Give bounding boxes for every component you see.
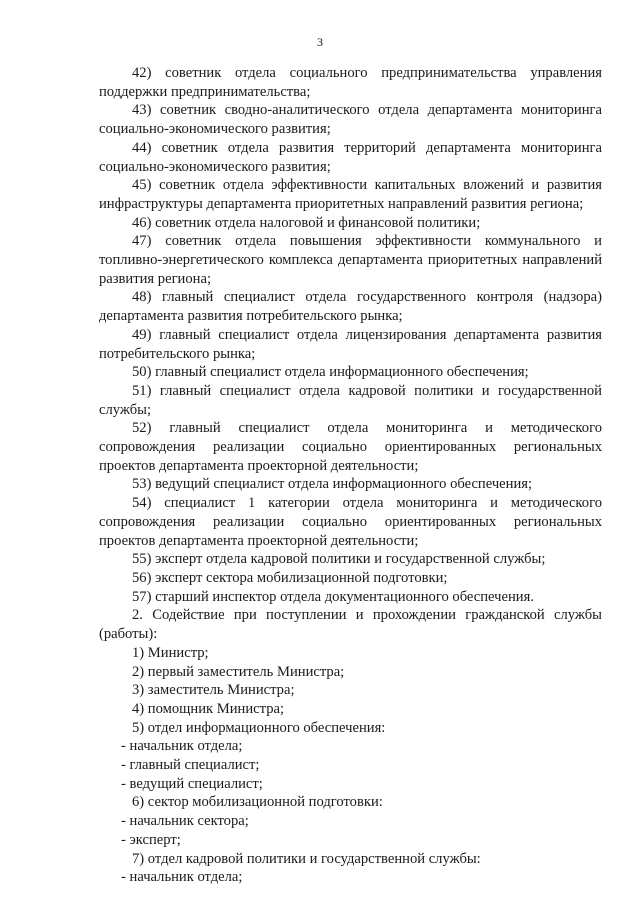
document-paragraph: 52) главный специалист отдела мониторинга и методического сопровождения реализации социально ориентированных региональных проектов департамента проекторной деятельности;	[99, 420, 602, 474]
document-paragraph: 7) отдел кадровой политики и государственной службы:	[132, 850, 481, 867]
document-paragraph: 42) советник отдела социального предпринимательства управления поддержки предпринимательства;	[99, 65, 602, 100]
list-item: - начальник отдела;	[121, 738, 243, 755]
list-item: - главный специалист;	[121, 757, 260, 774]
document-paragraph: 55) эксперт отдела кадровой политики и государственной службы;	[132, 551, 546, 568]
list-item: - начальник сектора;	[121, 813, 249, 830]
document-paragraph: 4) помощник Министра;	[132, 700, 285, 717]
page-number: 3	[317, 35, 323, 49]
document-body	[99, 64, 602, 887]
document-paragraph: 56) эксперт сектора мобилизационной подготовки;	[132, 569, 448, 586]
document-paragraph: 43) советник сводно-аналитического отдела департамента мониторинга социально-экономического развития;	[99, 102, 602, 138]
document-paragraph: 51) главный специалист отдела кадровой политики и государственной службы;	[99, 382, 602, 418]
list-item: - эксперт;	[121, 831, 181, 848]
document-paragraph: 5) отдел информационного обеспечения:	[132, 719, 386, 736]
document-paragraph: 47) советник отдела повышения эффективности коммунального и топливно-энергетического комплекса департамента приоритетных направлений развития региона;	[99, 233, 602, 287]
document-paragraph: 44) советник отдела развития территорий департамента мониторинга социально-экономического развития;	[99, 139, 602, 175]
document-paragraph: 57) старший инспектор отдела документационного обеспечения.	[132, 588, 534, 605]
document-paragraph: 2) первый заместитель Министра;	[132, 663, 345, 680]
document-paragraph: 45) советник отдела эффективности капитальных вложений и развития инфраструктуры департамента приоритетных направлений развития региона;	[99, 177, 602, 212]
document-paragraph: 50) главный специалист отдела информационного обеспечения;	[132, 364, 529, 381]
document-paragraph: 48) главный специалист отдела государственного контроля (надзора) департамента развития потребительского рынка;	[99, 289, 602, 325]
document-paragraph: 6) сектор мобилизационной подготовки:	[132, 794, 383, 811]
document-paragraph: 53) ведущий специалист отдела информационного обеспечения;	[132, 476, 533, 493]
document-paragraph: 54) специалист 1 категории отдела мониторинга и методического сопровождения реализации социально ориентированных региональных проектов департамента проекторной деятельности;	[99, 495, 602, 549]
document-paragraph: 49) главный специалист отдела лицензирования департамента развития потребительского рынка;	[99, 326, 602, 362]
list-item: - начальник отдела;	[121, 869, 243, 886]
document-paragraph: 46) советник отдела налоговой и финансовой политики;	[132, 214, 481, 231]
list-item: - ведущий специалист;	[121, 775, 263, 792]
document-paragraph: 2. Содействие при поступлении и прохождении гражданской службы (работы):	[99, 607, 602, 643]
document-paragraph: 1) Министр;	[132, 644, 209, 661]
document-paragraph: 3) заместитель Министра;	[132, 682, 295, 699]
